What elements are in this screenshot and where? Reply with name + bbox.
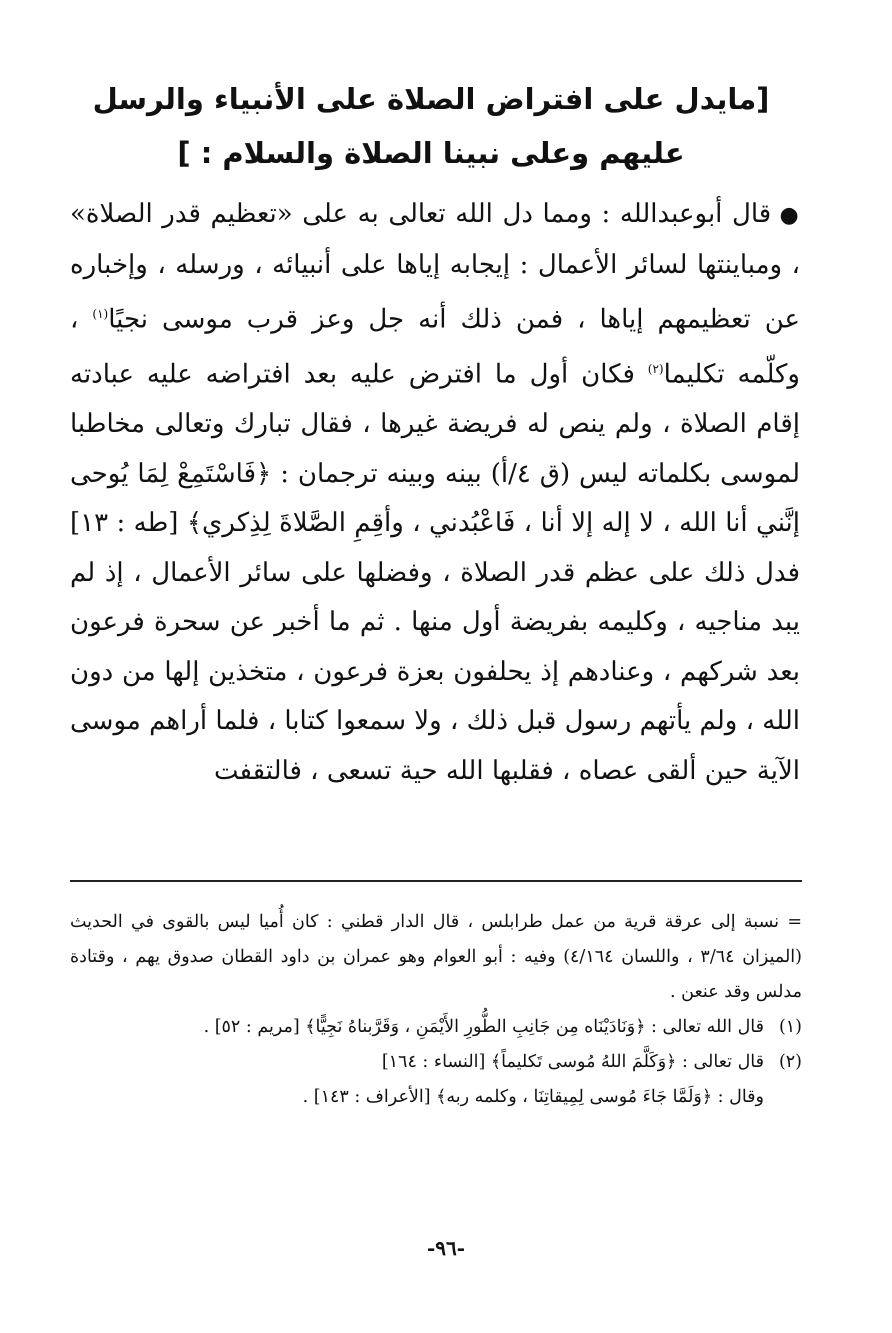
footnote-ref-2: (٢)	[647, 362, 664, 377]
footnote-1-number: (١)	[778, 1017, 802, 1037]
footnote-2-text	[70, 1045, 764, 1115]
body-text-part-3: فكان أول ما افترض عليه بعد افتراضه عليه عبادته إقام الصلاة ، ولم ينص له فريضة غيرها ، فقال تبارك وتعالى مخاطبا لموسى بكلماته ليس (ق ٤/أ) بينه وبينه ترجمان : ﴿فَاسْتَمِعْ لِمَا يُوحى إنَّني أنا الله ، لا إله إلا أنا ، فَاعْبُدني ، وأقِمِ الصَّلاةَ لِذِكري﴾ [طه : ١٣] فدل ذلك على عظم قدر الصلاة ، وفضلها على سائر الأعمال ، إذ لم يبد مناجيه ، وكليمه بفريضة أول منها . ثم ما أخبر عن سحرة فرعون بعد شركهم ، وعنادهم إذ يحلفون بعزة فرعون ، متخذين إلها من دون الله ، ولم يأتهم رسول قبل ذلك ، ولا سمعوا كتابا ، فلما أراهم موسى الآية حين ألقى عصاه ، فقلبها الله حية تسعى ، فالتقفت	[70, 359, 801, 786]
footnote-2-line-2: وقال : ﴿وَلَمَّا جَاءَ مُوسى لِمِيقاتِنَا ، وكلمه ربه﴾ [الأعراف : ١٤٣] .	[302, 1087, 764, 1107]
footnote-2-number: (٢)	[778, 1052, 802, 1072]
body-text-part-2: ، وكلّمه تكليما	[70, 304, 800, 390]
footnote-1	[70, 1010, 802, 1045]
body-paragraph	[70, 190, 800, 796]
section-heading: [مايدل على افتراض الصلاة على الأنبياء والرسل عليهم وعلى نبينا الصلاة والسلام : ]	[92, 82, 770, 170]
bullet-icon: ●	[779, 203, 800, 228]
body-text-part-1: قال أبوعبدالله : ومما دل الله تعالى به على «تعظيم قدر الصلاة» ، ومباينتها لسائر الأعمال : إيجابه إياها على أنبيائه ، ورسله ، وإخباره عن تعظيمهم إياها ، فمن ذلك أنه جل وعز قرب موسى نجيًا	[70, 199, 800, 335]
footnote-2	[70, 1045, 802, 1115]
footnote-continuation: = نسبة إلى عرقة قرية من عمل طرابلس ، قال الدار قطني : كان أُميا ليس بالقوى في الحديث (الميزان ٣/٦٤ ، واللسان ٤/١٦٤) وفيه : أبو العوام وهو عمران بن داود القطان صدوق يهم ، وقتادة مدلس وقد عنعن .	[70, 912, 802, 1002]
footnotes	[70, 905, 802, 1115]
footnote-divider	[70, 880, 802, 882]
footnote-2-line-1: قال تعالى : ﴿وَكَلَّمَ اللهُ مُوسى تَكليماً﴾ [النساء : ١٦٤]	[381, 1052, 764, 1072]
page-number: -٩٦-	[426, 1236, 466, 1260]
footnote-ref-1: (١)	[92, 307, 109, 321]
footnote-1-text: قال الله تعالى : ﴿وَنَادَيْنَاه مِن جَانِبِ الطُّورِ الأَيْمَنِ ، وَقَرَّبناهُ نَجِيًّا﴾ [مريم : ٥٢] .	[203, 1017, 764, 1037]
